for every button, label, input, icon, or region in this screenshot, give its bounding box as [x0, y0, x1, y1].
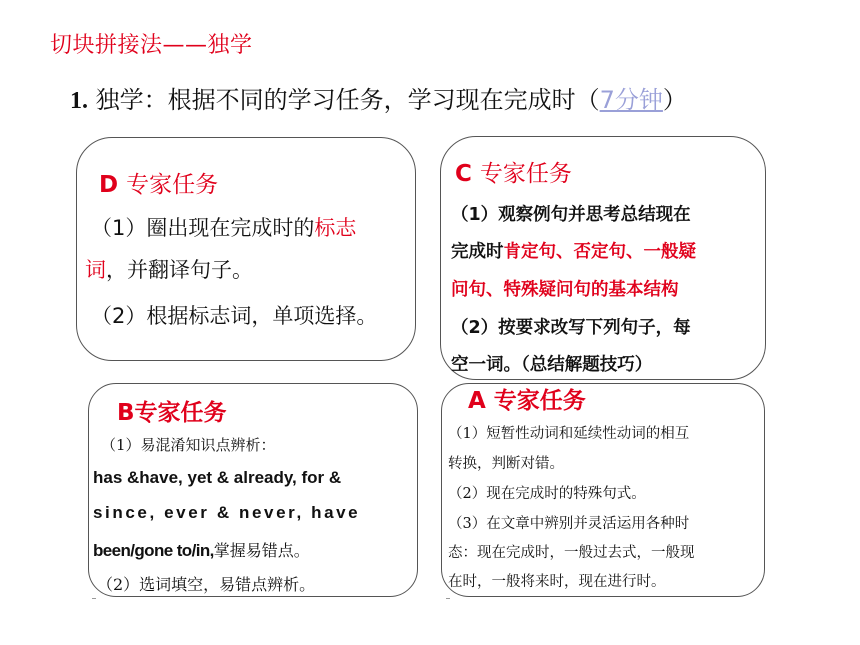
divider-mark-left: [92, 598, 96, 599]
card-a-expert-task: [441, 383, 765, 597]
card-c-line-1-text: （1）观察例句并思考总结现在: [451, 205, 691, 225]
card-c-general-question-a: 一般疑: [643, 242, 696, 262]
card-c-sep-3: 、: [486, 280, 504, 300]
lesson-heading: 切块拼接法——独学: [50, 33, 253, 58]
card-b-line-4-en: been/gone to/in,: [93, 541, 214, 560]
card-b-line-2: [93, 468, 341, 488]
card-c-general-question-b: 问句: [451, 280, 486, 300]
card-a-line-1: [448, 422, 689, 443]
card-c-affirmative: 肯定句: [503, 242, 556, 262]
card-c-line-2-text: 完成时: [451, 242, 504, 262]
card-a-line-2-text: 转换，判断对错。: [448, 456, 564, 472]
card-d-line-1-highlight: 标志: [314, 216, 357, 240]
card-a-title-text: A 专家任务: [468, 388, 586, 414]
card-a-line-4-text: （3）在文章中辨别并灵活运用各种时: [448, 516, 690, 532]
card-d-expert-task: [76, 137, 416, 361]
card-d-line-2: [85, 254, 253, 284]
card-c-line-1: [451, 201, 691, 226]
card-b-line-3-text: since, ever & never, have: [93, 503, 361, 522]
card-d-line-2-highlight: 词: [85, 258, 106, 282]
instruction-number: 1.: [70, 88, 88, 114]
card-c-line-5-text: 空一词。（总结解题技巧）: [451, 355, 653, 375]
card-b-line-4: [93, 538, 310, 561]
card-c-line-4: [451, 314, 691, 339]
card-b-title: [117, 394, 227, 427]
card-a-line-4: [448, 512, 689, 533]
card-a-line-3: [448, 482, 646, 503]
card-d-line-1-text: （1）圈出现在完成时的: [91, 216, 315, 240]
card-a-line-2: [448, 452, 564, 473]
card-d-title-text: 专家任务: [126, 172, 219, 198]
card-b-line-1: [101, 434, 276, 455]
instruction-text: 独学：根据不同的学习任务，学习现在完成时（: [95, 86, 600, 114]
card-a-line-6-text: 在时，一般将来时，现在进行时。: [448, 574, 666, 590]
card-b-expert-task: [88, 383, 418, 597]
card-d-line-2-text: ，并翻译句子。: [106, 258, 253, 282]
card-b-line-1-text: （1）易混淆知识点辨析：: [101, 436, 276, 454]
card-c-basic-structure: 的基本结构: [591, 280, 679, 300]
card-b-title-text: B专家任务: [117, 400, 227, 426]
card-c-line-2: [451, 238, 696, 263]
card-a-title: [468, 382, 586, 415]
divider-mark-right: [446, 598, 450, 599]
card-d-title: [99, 166, 218, 199]
card-c-title: [455, 155, 572, 188]
card-b-line-5: [97, 572, 315, 595]
card-a-line-5-text: 态：现在完成时，一般过去式，一般现: [448, 545, 695, 561]
card-d-line-1: [91, 212, 356, 242]
card-c-sep-2: 、: [626, 242, 644, 262]
card-c-special-question: 特殊疑问句: [503, 280, 591, 300]
card-c-expert-task: [440, 136, 766, 380]
card-b-line-3: [93, 503, 360, 523]
card-c-line-5: [451, 351, 652, 376]
card-c-letter: C: [455, 161, 472, 187]
time-limit-link[interactable]: 7分钟: [599, 86, 663, 114]
card-a-line-3-text: （2）现在完成时的特殊句式。: [448, 486, 646, 502]
card-d-line-3: [91, 300, 377, 330]
card-d-line-3-text: （2）根据标志词，单项选择。: [91, 304, 378, 328]
card-a-line-1-text: （1）短暂性动词和延续性动词的相互: [448, 426, 690, 442]
card-c-line-3: [451, 276, 679, 301]
task-instruction: [70, 80, 687, 115]
card-c-line-4-text: （2）按要求改写下列句子，每: [451, 318, 691, 338]
instruction-close: ）: [662, 86, 687, 114]
card-a-line-5: [448, 541, 695, 562]
card-b-line-5-text: （2）选词填空，易错点辨析。: [97, 575, 316, 594]
card-b-line-4-cn: 掌握易错点。: [213, 541, 310, 560]
card-c-sep-1: 、: [556, 242, 574, 262]
card-b-line-2-text: has &have, yet & already, for &: [93, 468, 342, 487]
card-c-title-text: 专家任务: [479, 161, 572, 187]
card-c-negative: 否定句: [573, 242, 626, 262]
card-d-letter: D: [99, 172, 119, 198]
card-a-line-6: [448, 570, 666, 591]
